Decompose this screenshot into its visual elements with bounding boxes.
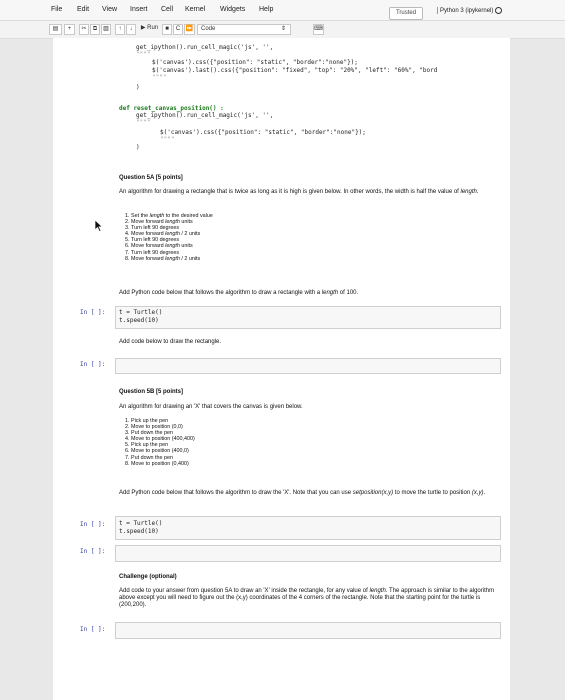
cell-type-select[interactable] (197, 24, 291, 35)
question-5a-title: Question 5A [5 points] (119, 175, 183, 181)
code-underline-mark: """" (136, 119, 151, 126)
code-line: $('canvas').last().css({"position": "fixed", "top": "20%", "left": "60%", "bord (152, 67, 438, 74)
code-cell-5b[interactable] (115, 516, 501, 540)
step-item: 7. Turn left 90 degrees (131, 250, 431, 256)
code-underline-mark: """" (136, 51, 151, 58)
question-5b-title: Question 5B [5 points] (119, 389, 184, 395)
input-prompt: In [ ]: (80, 361, 106, 368)
step-item: 2. Move forward length units (131, 219, 431, 225)
kernel-indicator[interactable] (437, 7, 502, 14)
empty-code-cell[interactable] (115, 545, 501, 562)
kernel-idle-icon (495, 7, 502, 14)
step-item: 6. Move to position (400,0) (131, 448, 431, 454)
input-prompt: In [ ]: (80, 309, 106, 316)
trusted-indicator[interactable]: Trusted (389, 7, 423, 20)
input-prompt: In [ ]: (80, 548, 106, 555)
paste-icon[interactable]: ▧ (101, 24, 111, 35)
code-underline-mark: """" (152, 74, 167, 81)
step-item: 5. Turn left 90 degrees (131, 237, 431, 243)
restart-icon[interactable]: C (173, 24, 183, 35)
code-line: t.speed(10) (119, 528, 159, 535)
step-item: 7. Put down the pen (131, 455, 431, 461)
step-item: 8. Move forward length / 2 units (131, 256, 431, 262)
save-icon[interactable]: ▤ (49, 24, 62, 35)
menu-kernel[interactable]: Kernel (185, 6, 206, 13)
move-down-icon[interactable]: ↓ (126, 24, 136, 35)
step-item: 3. Put down the pen (131, 430, 431, 436)
move-up-icon[interactable]: ↑ (115, 24, 125, 35)
step-item: 3. Turn left 90 degrees (131, 225, 431, 231)
input-prompt: In [ ]: (80, 521, 106, 528)
menu-edit[interactable]: Edit (77, 6, 90, 13)
mouse-pointer-icon (94, 219, 103, 232)
kernel-name: Python 3 (ipykernel) (440, 8, 494, 15)
code-line: t.speed(10) (119, 317, 159, 324)
step-item: 8. Move to position (0,400) (131, 461, 431, 467)
toolbar (0, 21, 565, 39)
code-line: get_ipython().run_cell_magic('js', '', (136, 44, 274, 51)
code-underline-mark: """" (160, 136, 175, 143)
empty-code-cell[interactable] (115, 622, 501, 639)
command-palette-icon[interactable]: ⌨ (313, 24, 324, 35)
cell-type-value: Code (201, 26, 216, 32)
cut-icon[interactable]: ✂ (79, 24, 89, 35)
code-line: def reset_canvas_position() : (119, 105, 224, 112)
code-line: get_ipython().run_cell_magic('js', '', (136, 112, 274, 119)
restart-run-all-icon[interactable]: ⏩ (184, 24, 195, 35)
code-line: t = Turtle() (119, 309, 163, 316)
menu-view[interactable]: View (102, 6, 118, 13)
empty-code-cell[interactable] (115, 358, 501, 374)
question-5b-steps (119, 418, 431, 467)
question-5b-description: An algorithm for drawing an 'X' that covers the canvas is given below. (119, 404, 303, 410)
menu-cell[interactable]: Cell (161, 6, 174, 13)
menu-help[interactable]: Help (259, 6, 274, 13)
step-item: 1. Set the length to the desired value (131, 213, 431, 219)
copy-icon[interactable]: ⧉ (90, 24, 100, 35)
question-5a-note: Add code below to draw the rectangle. (119, 339, 222, 345)
code-line: $('canvas').css({"position": "static", "border":"none"}); (160, 129, 366, 136)
step-item: 1. Pick up the pen (131, 418, 431, 424)
code-line: ) (136, 84, 140, 91)
challenge-text: Add code to your answer from question 5A to draw an 'X' inside the rectangle, for any value of length. The approach is similar to the algorithm above except you will need to figure out the (x,y) coordinates of the 4 corners of the rectangle. Note that the starting point for the turtle is (200,200). (119, 588, 495, 608)
question-5b-instruction: Add Python code below that follows the algorithm to draw the 'X'. Note that you can use setposition(x,y) to move the turtle to position (x,y). (119, 490, 486, 496)
question-5a-description: An algorithm for drawing a rectangle that is twice as long as it is high is given below. In other words, the width is half the value of length. (119, 189, 479, 195)
step-item: 4. Move to position (400,400) (131, 436, 431, 442)
code-line: ) (136, 144, 140, 151)
code-cell-5a[interactable] (115, 306, 501, 329)
menu-insert[interactable]: Insert (130, 6, 148, 13)
step-item: 5. Pick up the pen (131, 442, 431, 448)
question-5a-instruction: Add Python code below that follows the algorithm to draw a rectangle with a length of 100. (119, 290, 359, 296)
menu-widgets[interactable]: Widgets (220, 6, 246, 13)
code-line: t = Turtle() (119, 520, 163, 527)
step-item: 6. Move forward length units (131, 243, 431, 249)
menu-file[interactable]: File (51, 6, 63, 13)
step-item: 4. Move forward length / 2 units (131, 231, 431, 237)
step-item: 2. Move to position (0,0) (131, 424, 431, 430)
input-prompt: In [ ]: (80, 626, 106, 633)
challenge-title: Challenge (optional) (119, 574, 177, 580)
stop-icon[interactable]: ■ (162, 24, 172, 35)
chevron-down-icon: ⇕ (280, 26, 286, 32)
add-cell-icon[interactable]: + (64, 24, 75, 35)
code-line: $('canvas').css({"position": "static", "border":"none"}); (152, 59, 358, 66)
question-5a-steps (119, 213, 431, 262)
run-button[interactable]: ▶ Run (140, 25, 159, 31)
menu-bar (0, 0, 565, 21)
